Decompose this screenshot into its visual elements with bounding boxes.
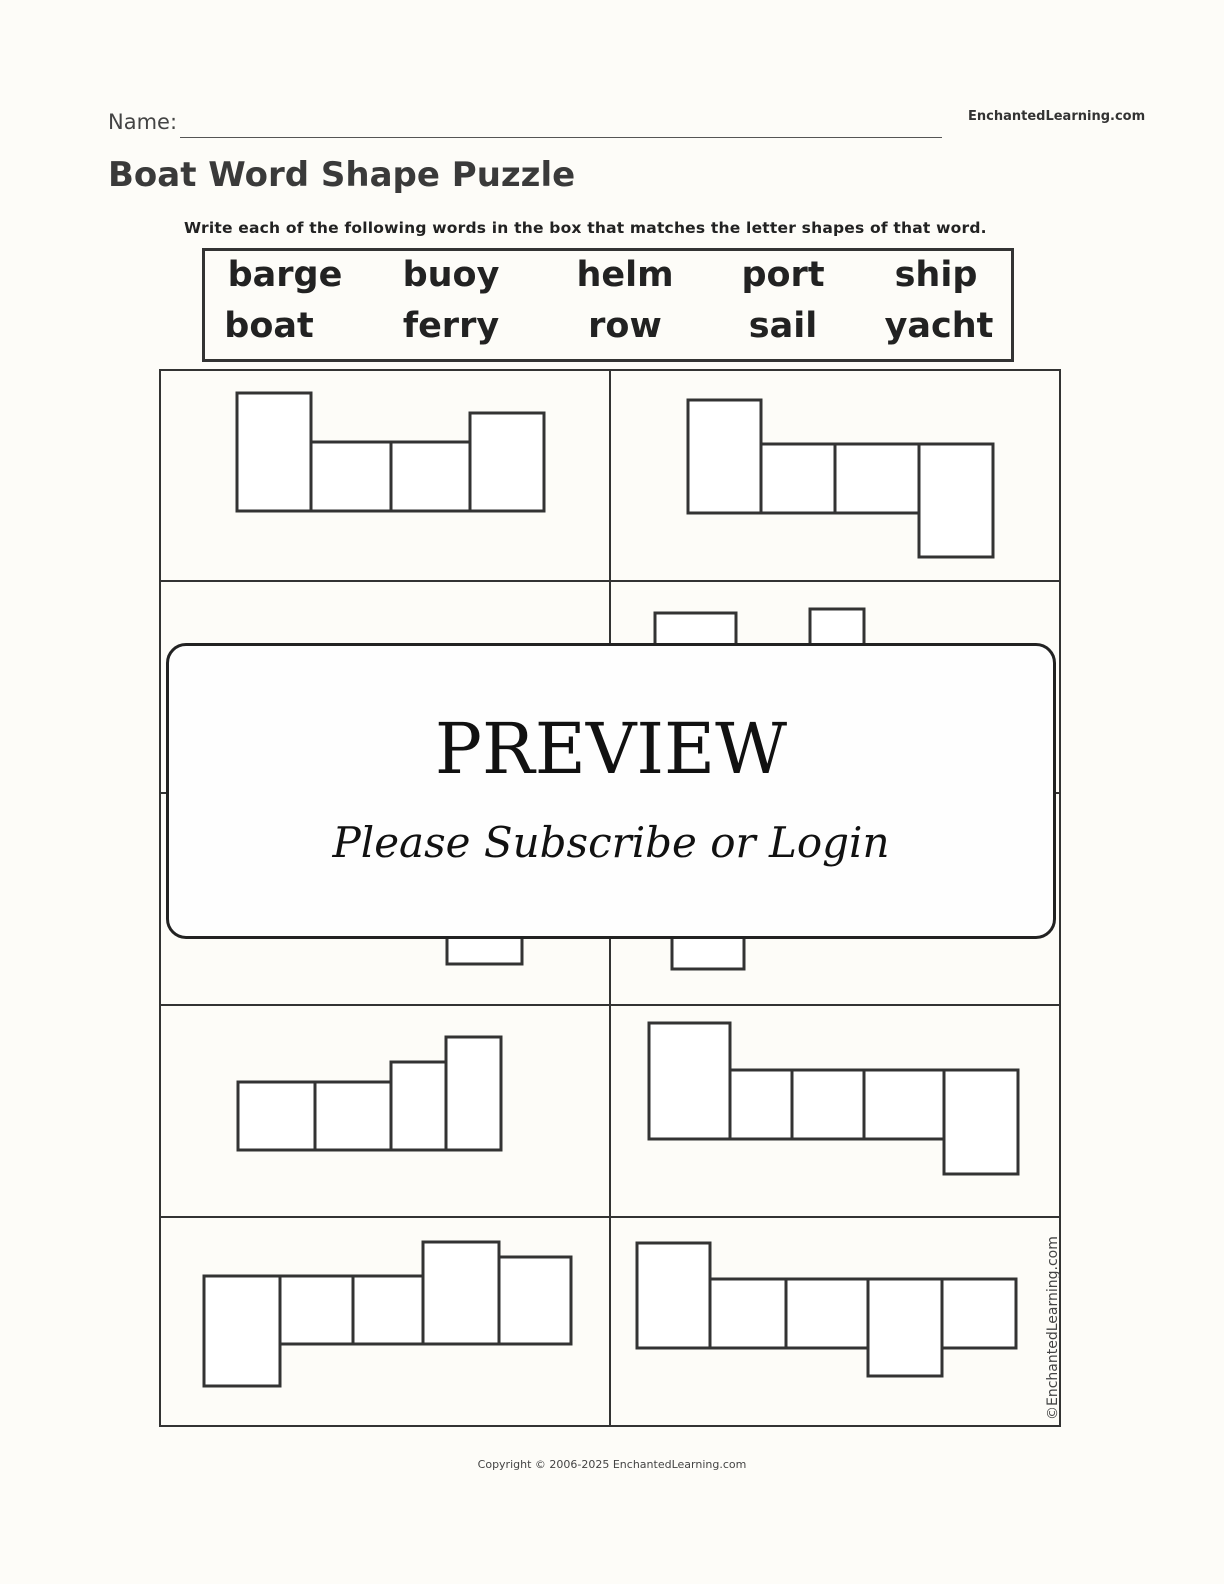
letter-box <box>944 1070 1018 1174</box>
word-bank <box>202 248 1014 362</box>
copyright: Copyright © 2006-2025 EnchantedLearning.com <box>477 1458 747 1471</box>
letter-box <box>391 1062 446 1150</box>
letter-box <box>792 1070 864 1139</box>
word-yacht: yacht <box>884 306 994 346</box>
word-sail: sail <box>748 306 818 346</box>
shape-cell-7[interactable] <box>204 1242 571 1386</box>
side-credit: ©EnchantedLearning.com <box>1045 1236 1061 1420</box>
site-link[interactable]: EnchantedLearning.com <box>968 109 1146 124</box>
word-helm: helm <box>576 255 674 295</box>
shape-cell-8[interactable] <box>637 1243 1016 1376</box>
name-label: Name: <box>108 110 178 134</box>
letter-box <box>280 1276 353 1344</box>
letter-box <box>311 442 391 511</box>
letter-box <box>688 400 761 513</box>
word-barge: barge <box>227 255 343 295</box>
word-port: port <box>741 255 825 295</box>
letter-box <box>470 413 544 511</box>
letter-box <box>237 393 311 511</box>
preview-overlay[interactable] <box>166 643 1056 939</box>
word-ferry: ferry <box>402 306 500 346</box>
letter-box <box>315 1082 391 1150</box>
letter-box <box>204 1276 280 1386</box>
letter-box <box>730 1070 792 1139</box>
letter-box <box>391 442 470 511</box>
shape-cell-2[interactable] <box>688 400 993 557</box>
letter-box <box>423 1242 499 1344</box>
letter-box <box>864 1070 944 1139</box>
word-buoy: buoy <box>402 255 500 295</box>
subscribe-login-prompt[interactable]: Please Subscribe or Login <box>332 818 890 867</box>
word-ship: ship <box>894 255 978 295</box>
letter-box <box>446 1037 501 1150</box>
shape-cell-1[interactable] <box>237 393 544 511</box>
letter-box <box>637 1243 710 1348</box>
letter-box <box>942 1279 1016 1348</box>
letter-box <box>786 1279 868 1348</box>
name-line[interactable] <box>180 137 942 138</box>
letter-box <box>835 444 919 513</box>
letter-box <box>499 1257 571 1344</box>
letter-box <box>761 444 835 513</box>
shape-cell-6[interactable] <box>649 1023 1018 1174</box>
letter-box <box>353 1276 423 1344</box>
shape-cell-5[interactable] <box>238 1037 501 1150</box>
instructions: Write each of the following words in the box that matches the letter shapes of that word. <box>184 219 987 237</box>
letter-box <box>868 1279 942 1376</box>
word-row: row <box>588 306 662 346</box>
letter-box <box>919 444 993 557</box>
letter-box <box>238 1082 315 1150</box>
letter-box <box>649 1023 730 1139</box>
word-boat: boat <box>224 306 314 346</box>
letter-box <box>710 1279 786 1348</box>
preview-title: PREVIEW <box>434 708 788 790</box>
page-title: Boat Word Shape Puzzle <box>108 155 576 195</box>
